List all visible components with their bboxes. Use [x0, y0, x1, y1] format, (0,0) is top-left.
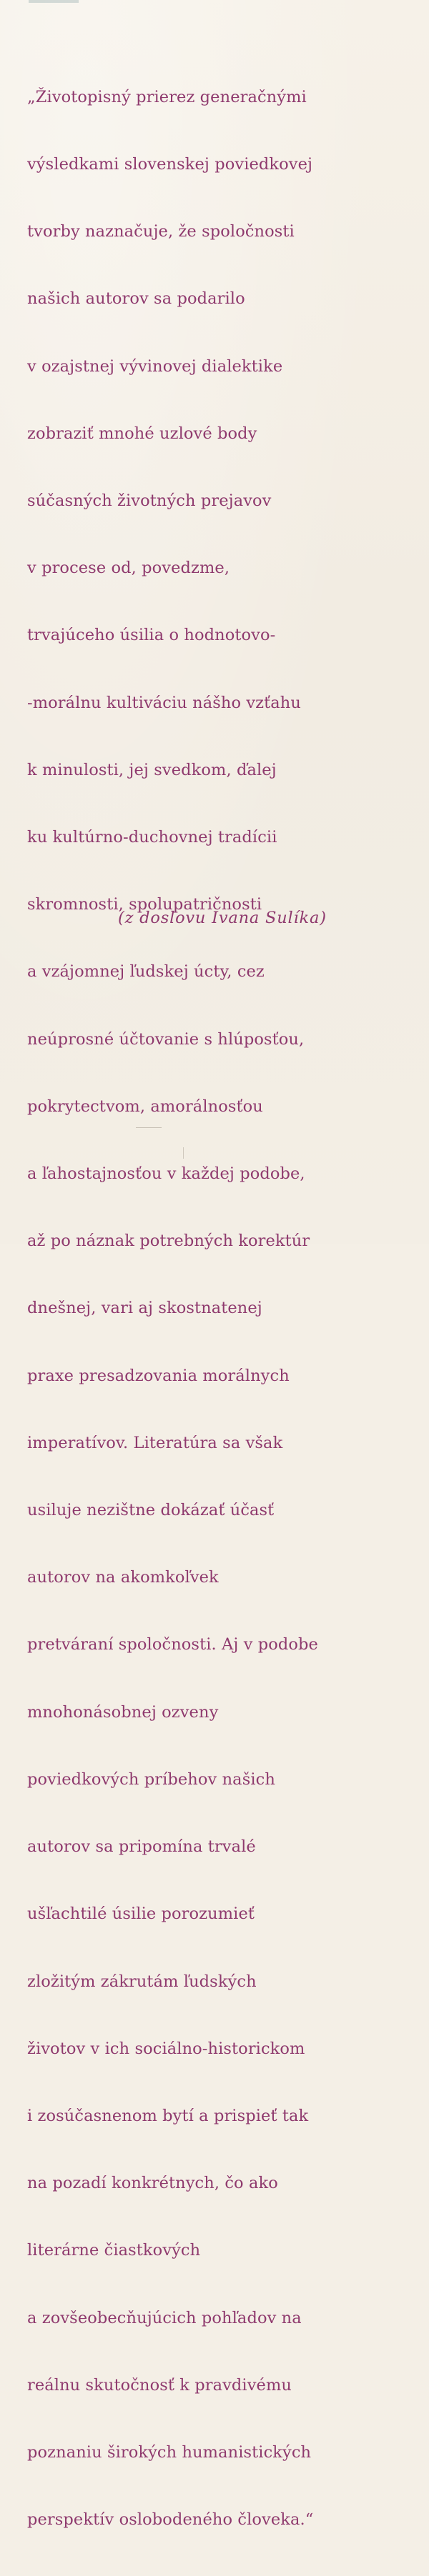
blurb-line: skromnosti, spolupatričnosti [27, 895, 262, 914]
blurb-line: autorov na akomkoľvek [27, 1568, 219, 1587]
blurb-line: životov v ich sociálno-historickom [27, 2039, 305, 2058]
blurb-line: a ľahostajnosťou v každej podobe, [27, 1164, 305, 1184]
top-edge-tape-mark [29, 0, 79, 3]
blurb-line: k minulosti, jej svedkom, ďalej [27, 760, 277, 779]
blurb-line: v ozajstnej vývinovej dialektike [27, 356, 283, 376]
paper-dash-mark [136, 1127, 162, 1128]
blurb-line: súčasných životných prejavov [27, 491, 272, 511]
paper-tick-mark [183, 1147, 184, 1159]
blurb-line: poviedkových príbehov našich [27, 1769, 275, 1789]
blurb-line: ku kultúrno-duchovnej tradícii [27, 828, 277, 847]
blurb-line: „Životopisný prierez generačnými [27, 87, 307, 106]
blurb-line: literárne čiastkových [27, 2241, 201, 2260]
blurb-line: tvorby naznačuje, že spoločnosti [27, 222, 295, 241]
blurb-line: pokrytectvom, amorálnosťou [27, 1097, 263, 1116]
blurb-line: a vzájomnej ľudskej úcty, cez [27, 962, 265, 982]
blurb-line: trvajúceho úsilia o hodnotovo- [27, 626, 276, 645]
blurb-line: výsledkami slovenskej poviedkovej [27, 155, 313, 174]
blurb-line: až po náznak potrebných korektúr [27, 1232, 310, 1251]
blurb-line: perspektív oslobodeného človeka.“ [27, 2510, 314, 2530]
blurb-line: na pozadí konkrétnych, čo ako [27, 2174, 278, 2193]
blurb-line: neúprosné účtovanie s hlúposťou, [27, 1029, 305, 1049]
blurb-line: autorov sa pripomína trvalé [27, 1837, 256, 1857]
blurb-line: -morálnu kultiváciu nášho vzťahu [27, 693, 301, 712]
blurb-line: a zovšeobecňujúcich pohľadov na [27, 2308, 302, 2327]
blurb-line: mnohonásobnej ozveny [27, 1702, 219, 1722]
blurb-line: zobraziť mnohé uzlové body [27, 424, 257, 443]
blurb-line: v procese od, povedzme, [27, 559, 230, 578]
blurb-line: usiluje nezištne dokázať účasť [27, 1501, 275, 1520]
blurb-line: praxe presadzovania morálnych [27, 1366, 290, 1385]
blurb-line: pretváraní spoločnosti. Aj v podobe [27, 1635, 318, 1654]
blurb-line: reálnu skutočnosť k pravdivému [27, 2375, 292, 2395]
blurb-line: i zosúčasnenom bytí a prispieť tak [27, 2106, 309, 2125]
blurb-line: poznaniu širokých humanistických [27, 2442, 312, 2462]
blurb-line: imperatívov. Literatúra sa však [27, 1433, 283, 1452]
quote-attribution: (z doslovu Ivana Sulíka) [118, 909, 327, 927]
blurb-line: dnešnej, vari aj skostnatenej [27, 1299, 262, 1318]
blurb-line: našich autorov sa podarilo [27, 289, 245, 309]
blurb-line: zložitým zákrutám ľudských [27, 1972, 257, 1991]
blurb-line: ušľachtilé úsilie porozumieť [27, 1904, 255, 1924]
back-cover-blurb [27, 41, 399, 2576]
